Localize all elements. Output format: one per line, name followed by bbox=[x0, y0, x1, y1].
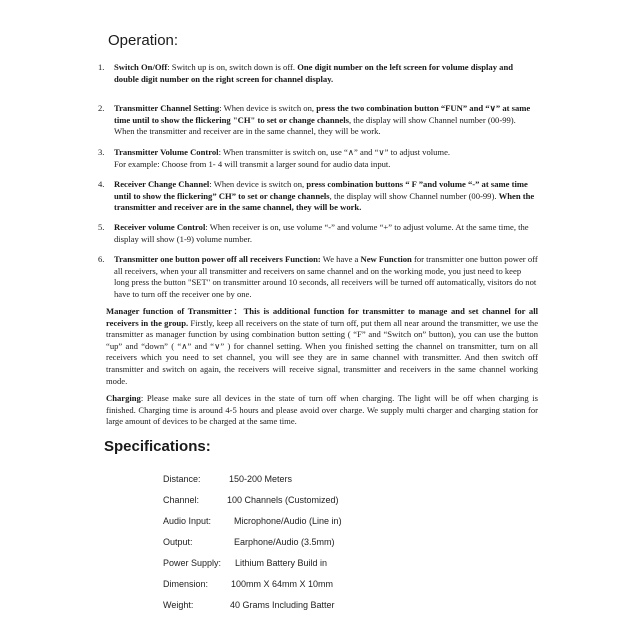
operation-item-3 bbox=[98, 147, 538, 170]
spec-value: 40 Grams Including Batter bbox=[230, 600, 335, 610]
item-label: Transmitter Volume Control bbox=[114, 147, 219, 157]
spec-value: Earphone/Audio (3.5mm) bbox=[234, 537, 335, 547]
item-text-2: , the display will show Channel number (00-99). bbox=[329, 190, 499, 201]
item-text-2: , the display will show Channel number (00-99). When the transmitter and receiver are in the same channel, they will be work. bbox=[114, 114, 516, 137]
spec-label: Power Supply: bbox=[163, 558, 222, 568]
spec-value: 100 Channels (Customized) bbox=[227, 495, 339, 505]
manager-function-paragraph bbox=[106, 306, 538, 387]
spec-value: 150-200 Meters bbox=[229, 474, 293, 484]
charging-paragraph bbox=[106, 393, 538, 428]
item-example-text: For example: Choose from 1- 4 will transmit a larger sound for audio data input. bbox=[114, 158, 391, 169]
operation-item-2 bbox=[98, 103, 538, 138]
specifications-heading: Specifications: bbox=[104, 438, 211, 455]
spec-value: Lithium Battery Build in bbox=[235, 558, 328, 568]
item-label: Receiver Change Channel bbox=[114, 179, 210, 189]
paragraph-text: Firstly, keep all receivers on the state of turn off, put them all near around the transmitter, we use the transmitter as manager function by using combination button setting ( “F” and “Switch on” button), you can use the button “up” and “down” ( “∧” and “∨” ) for channel setting. When you finished setting the channel on transmitter, turn on all receivers which you need to set channel, you will see they are in same channel with transmitter. And then switch off transmitter and switch on again, the receivers will receive signal, transmitter and receivers in the same channel working mode. bbox=[106, 317, 539, 386]
item-number: 1. bbox=[98, 62, 105, 72]
operation-item-4 bbox=[98, 179, 538, 214]
operation-heading: Operation: bbox=[108, 32, 179, 49]
item-text: : When device is switch on, bbox=[219, 103, 317, 113]
operation-item-1 bbox=[98, 62, 538, 85]
item-text: : When device is switch on, bbox=[209, 179, 307, 189]
item-bold-text: press the two combination button “FUN” and “∨” at same time until to show the flickering "CH" to set or change channels bbox=[114, 103, 531, 125]
item-bold-text-2: When the transmitter and receiver are in the same channel, they will be work. bbox=[114, 190, 535, 213]
item-text: We have a bbox=[320, 254, 361, 264]
item-label: Switch On/Off bbox=[114, 62, 168, 72]
paragraph-label: Charging bbox=[106, 393, 141, 403]
item-number: 6. bbox=[98, 254, 105, 264]
paragraph-bold-text: ：This is additional function for transmitter to manage and set channel for all receivers in the group. bbox=[106, 306, 538, 328]
spec-value: Microphone/Audio (Line in) bbox=[234, 516, 342, 526]
operation-item-5 bbox=[98, 222, 538, 245]
paragraph-label: Manager function of Transmitter bbox=[106, 306, 232, 316]
item-number: 4. bbox=[98, 179, 105, 189]
item-bold-text: press combination buttons “ F ”and volume “-” at same time until to show the flickering” CH” to set or change channels bbox=[114, 179, 528, 201]
spec-label: Distance: bbox=[163, 474, 201, 484]
spec-label: Weight: bbox=[163, 600, 194, 610]
item-number: 3. bbox=[98, 147, 105, 157]
item-number: 2. bbox=[98, 103, 105, 113]
item-label: Transmitter one button power off all receivers Function: bbox=[114, 254, 321, 264]
spec-value: 100mm X 64mm X 10mm bbox=[231, 579, 334, 589]
item-text: : Switch up is on, switch down is off. bbox=[167, 62, 298, 72]
item-label: Receiver volume Control bbox=[114, 222, 206, 232]
paragraph-text: : Please make sure all devices in the state of turn off when charging. The light will be off when charging is finished. Charging time is around 4-5 hours and please avoid over charge. We supply multi charger and charging station for large amount of devices to be charged at the same time. bbox=[106, 393, 538, 427]
item-text-2: for transmitter one button power off all receivers, when your all transmitter and receivers on same channel and on the working mode, you just need to keep long press the button "SET" on transmitter around 10 seconds, all receivers will be turned off automatically, visitors do not have to turn off the receiver one by one. bbox=[114, 254, 538, 299]
item-text: : When receiver is on, use volume “-” and volume “+” to adjust volume. At the same time, the display will show (1-9) volume number. bbox=[114, 222, 529, 244]
spec-label: Dimension: bbox=[163, 579, 209, 589]
operation-item-6 bbox=[98, 254, 538, 300]
item-label: Transmitter Channel Setting bbox=[114, 103, 220, 113]
item-bold-text: One digit number on the left screen for volume display and double digit number on the right screen for channel display. bbox=[114, 62, 514, 84]
spec-label: Audio Input: bbox=[163, 516, 212, 526]
spec-label: Channel: bbox=[163, 495, 200, 505]
spec-label: Output: bbox=[163, 537, 193, 547]
item-number: 5. bbox=[98, 222, 105, 232]
item-text: : When transmitter is switch on, use “∧” and “∨” to adjust volume. bbox=[218, 147, 451, 157]
item-bold-text: New Function bbox=[360, 254, 412, 264]
